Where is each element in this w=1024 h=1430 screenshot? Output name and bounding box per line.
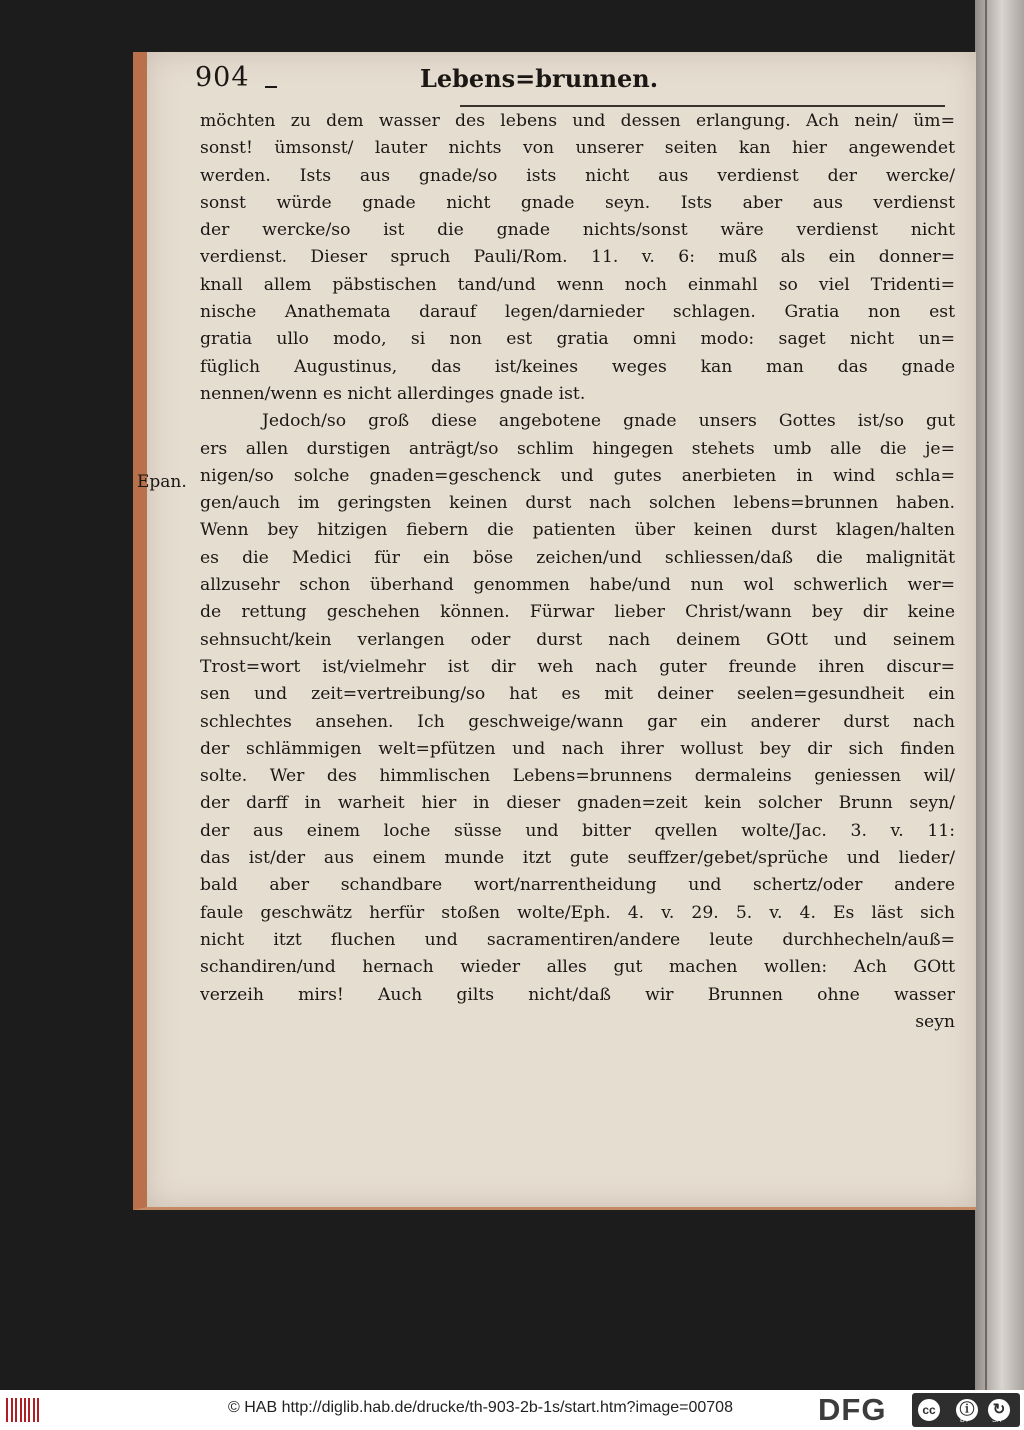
text-line: nennen/wenn es nicht allerdinges gnade ist. [200,383,586,404]
text-line: es die Medici für ein böse zeichen/und schliessen/daß die malignität [200,547,955,568]
text-line: werden. Ists aus gnade/so ists nicht aus verdienst der wercke/ [200,165,955,186]
cc-icon: cc [916,1397,942,1423]
footer-bar [0,1390,1024,1430]
text-line: bald aber schandbare wort/narrentheidung und schertz/oder andere [200,875,955,896]
text-line: Trost=wort ist/vielmehr ist dir weh nach guter freunde ihren discur= [200,656,955,677]
text-line: sehnsucht/kein verlangen oder durst nach deinem GOtt und seinem [200,629,955,650]
header-dash [265,86,277,88]
text-line: schlechtes ansehen. Ich geschweige/wann gar ein anderer durst nach [200,711,955,732]
body-text [200,108,955,1036]
text-line: solte. Wer des himmlischen Lebens=brunnens dermaleins geniessen wil/ [200,766,955,787]
text-line: Wenn bey hitzigen fiebern die patienten über keinen durst klagen/halten [200,520,955,541]
text-line: das ist/der aus einem munde itzt gute seuffzer/gebet/sprüche und lieder/ [200,848,955,869]
header-rule [460,105,945,107]
text-line: verzeih mirs! Auch gilts nicht/daß wir Brunnen ohne wasser [200,984,955,1005]
text-line: möchten zu dem wasser des lebens und dessen erlangung. Ach nein/ üm= [200,111,955,131]
text-line: der aus einem loche süsse und bitter qvellen wolte/Jac. 3. v. 11: [200,820,955,841]
page-header [195,62,795,102]
text-line: faule geschwätz herfür stoßen wolte/Eph. 4. v. 29. 5. v. 4. Es läst sich [200,902,955,923]
sa-label: SA [992,1417,1002,1424]
catchword: seyn [915,1011,955,1032]
library-barcode-icon [6,1398,40,1422]
share-alike-icon: ↻ [986,1397,1012,1423]
text-line: nicht itzt fluchen und sacramentiren/andere leute durchhecheln/auß= [200,929,955,950]
text-line: sen und zeit=vertreibung/so hat es mit deiner seelen=gesundheit ein [200,684,955,705]
copyright-link[interactable]: © HAB http://diglib.hab.de/drucke/th-903-2b-1s/start.htm?image=00708 [228,1399,733,1416]
text-line: sonst würde gnade nicht gnade seyn. Ists aber aus verdienst [200,192,955,213]
text-line: Jedoch/so groß diese angebotene gnade unsers Gottes ist/so gut [262,411,955,432]
text-line: knall allem päbstischen tand/und wenn noch einmahl so viel Tridenti= [200,274,955,295]
facing-page-edge [975,0,1024,1390]
text-line: der schlämmigen welt=pfützen und nach ihrer wollust bey dir sich finden [200,738,955,759]
text-line: sonst! ümsonst/ lauter nichts von unserer seiten kan hier angewendet [200,138,955,159]
text-line: nigen/so solche gnaden=geschenck und gutes anerbieten in wind schla= [200,465,955,486]
text-line: der wercke/so ist die gnade nichts/sonst wäre verdienst nicht [200,220,955,241]
by-label: BY [960,1417,970,1424]
cc-license-badge[interactable] [912,1393,1020,1427]
text-line: verdienst. Dieser spruch Pauli/Rom. 11. v. 6: muß als ein donner= [200,247,955,268]
text-line: ers allen durstigen anträgt/so schlim hingegen stehets umb alle die je= [200,438,955,459]
text-line: nische Anathemata darauf legen/darnieder schlagen. Gratia non est [200,302,955,323]
text-line: gratia ullo modo, si non est gratia omni modo: saget nicht un= [200,329,955,350]
dfg-logo[interactable]: DFG [818,1392,887,1427]
text-line: der darff in warheit hier in dieser gnaden=zeit kein solcher Brunn seyn/ [200,793,955,814]
page-gutter-line [985,0,987,1390]
margin-note: Epan. [137,472,187,492]
attribution-icon: ⓘ [954,1397,980,1423]
text-line: füglich Augustinus, das ist/keines weges kan man das gnade [200,356,955,377]
running-title: Lebens=brunnen. [420,64,659,93]
text-line: allzusehr schon überhand genommen habe/und nun wol schwerlich wer= [200,575,955,596]
text-line: schandiren/und hernach wieder alles gut machen wollen: Ach GOtt [200,957,955,978]
text-line: gen/auch im geringsten keinen durst nach solchen lebens=brunnen haben. [200,493,955,514]
text-line: de rettung geschehen können. Fürwar lieber Christ/wann bey dir keine [200,602,955,623]
page-number: 904 [195,62,250,93]
